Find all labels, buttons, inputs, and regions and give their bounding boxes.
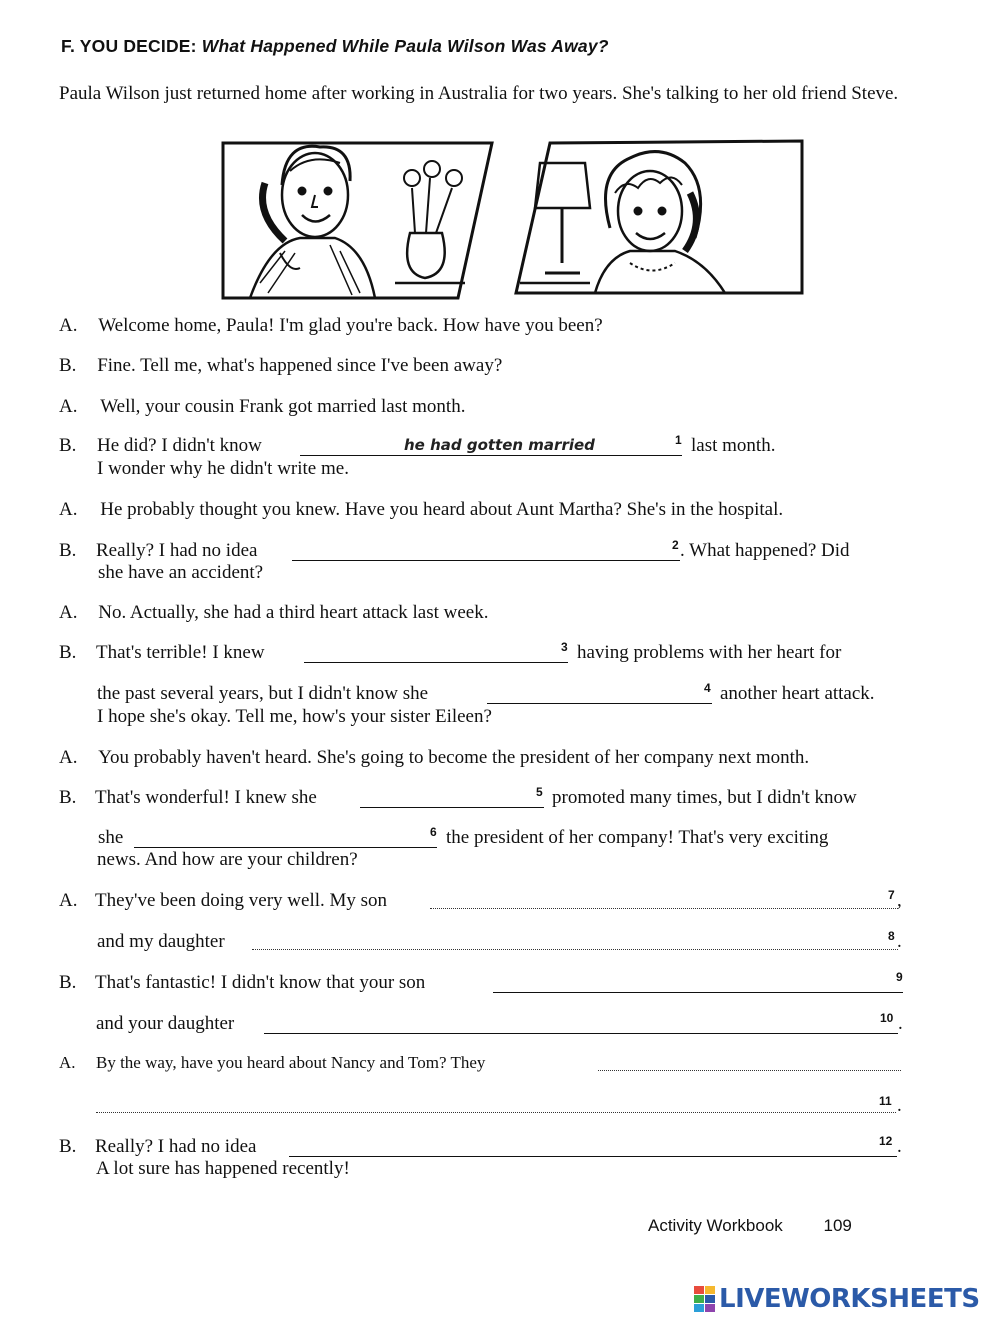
paula-panel (516, 141, 802, 293)
speaker-label: A. (59, 499, 78, 520)
line-text: No. Actually, she had a third heart attack last week. (98, 602, 489, 623)
line-text: A lot sure has happened recently! (96, 1158, 350, 1179)
speaker-label: B. (59, 435, 77, 456)
answer-blank-9[interactable] (493, 972, 903, 993)
line-text: . (897, 1095, 902, 1116)
speaker-label: A. (59, 396, 78, 417)
dialogue-line-3 (59, 395, 465, 418)
line-text: and your daughter (96, 1013, 235, 1034)
answer-blank-5[interactable] (360, 787, 544, 808)
heading-subtitle: What Happened While Paula Wilson Was Away? (201, 36, 609, 56)
speaker-label: A. (59, 602, 78, 623)
speaker-label: A. (59, 315, 78, 336)
answer-blank-6[interactable] (134, 827, 437, 848)
line-text: That's terrible! I knew (96, 642, 265, 663)
dialogue-line-9 (59, 746, 809, 769)
speaker-label: B. (59, 540, 77, 561)
steve-panel (223, 143, 492, 298)
line-text: the president of her company! That's very exciting (446, 827, 829, 848)
dialogue-line-2 (59, 354, 502, 377)
dialogue-line-5 (59, 498, 783, 521)
line-text: and my daughter (97, 931, 225, 952)
line-text: news. And how are your children? (97, 849, 358, 870)
line-text: Welcome home, Paula! I'm glad you're back. How have you been? (98, 315, 603, 336)
page-footer (648, 1216, 852, 1236)
dialogue-line-7 (59, 601, 488, 624)
answer-blank-7[interactable] (430, 888, 898, 909)
liveworksheets-logo-icon (694, 1286, 716, 1312)
speaker-label: A. (59, 890, 78, 911)
line-text: she (98, 827, 124, 848)
blank-number-7: 7 (888, 888, 895, 902)
line-text: . What happened? Did (680, 540, 850, 561)
line-text: . (897, 1136, 902, 1157)
phone-call-illustration (190, 133, 810, 313)
line-text: That's wonderful! I knew she (95, 787, 317, 808)
blank-number-2: 2 (672, 538, 679, 552)
blank-number-9: 9 (896, 970, 903, 984)
blank-number-4: 4 (704, 681, 711, 695)
line-text: I hope she's okay. Tell me, how's your sister Eileen? (97, 706, 492, 727)
line-text: the past several years, but I didn't know she (97, 683, 429, 704)
speaker-label: B. (59, 642, 77, 663)
intro-paragraph: Paula Wilson just returned home after working in Australia for two years. She's talking to her old friend Steve. (59, 83, 899, 104)
line-text: He probably thought you knew. Have you heard about Aunt Martha? She's in the hospital. (100, 499, 784, 520)
line-text: . (897, 931, 902, 952)
blank-number-6: 6 (430, 825, 437, 839)
speaker-label: A. (59, 1053, 76, 1072)
speaker-label: A. (59, 747, 78, 768)
answer-text-1: he had gotten married (404, 436, 595, 454)
line-text: Really? I had no idea (96, 540, 258, 561)
answer-blank-8[interactable] (252, 929, 898, 950)
line-text: You probably haven't heard. She's going to become the president of her company next month. (98, 747, 810, 768)
line-text: He did? I didn't know (97, 435, 262, 456)
answer-blank-3[interactable] (304, 642, 568, 663)
heading-label: F. YOU DECIDE: (61, 36, 197, 56)
exercise-heading (61, 36, 609, 57)
line-text: she have an accident? (98, 562, 264, 583)
blank-number-8: 8 (888, 929, 895, 943)
answer-blank-4[interactable] (487, 683, 712, 704)
book-title: Activity Workbook (648, 1216, 783, 1235)
answer-blank-12[interactable] (289, 1136, 897, 1157)
line-text: Really? I had no idea (95, 1136, 257, 1157)
line-text: . (898, 1013, 903, 1034)
blank-number-1: 1 (675, 433, 682, 447)
blank-number-11: 11 (879, 1094, 892, 1108)
line-text: Fine. Tell me, what's happened since I've been away? (97, 355, 503, 376)
line-text: Well, your cousin Frank got married last month. (100, 396, 466, 417)
line-text: That's fantastic! I didn't know that your son (95, 972, 426, 993)
line-text: I wonder why he didn't write me. (97, 458, 349, 479)
speaker-label: B. (59, 355, 77, 376)
line-text: another heart attack. (720, 683, 875, 704)
answer-blank-10[interactable] (264, 1013, 898, 1034)
speaker-label: B. (59, 787, 77, 808)
dialogue-line-1 (59, 314, 603, 337)
line-text: promoted many times, but I didn't know (552, 787, 857, 808)
answer-blank-2[interactable] (292, 540, 680, 561)
blank-number-5: 5 (536, 785, 543, 799)
answer-blank-11b[interactable] (96, 1092, 896, 1113)
blank-number-3: 3 (561, 640, 568, 654)
line-text: By the way, have you heard about Nancy and Tom? They (96, 1053, 486, 1072)
blank-number-12: 12 (879, 1134, 893, 1148)
liveworksheets-logo[interactable] (694, 1284, 980, 1314)
line-text: last month. (691, 435, 776, 456)
line-text: They've been doing very well. My son (95, 890, 388, 911)
brand-name: LIVEWORKSHEETS (719, 1284, 980, 1314)
line-text: , (897, 890, 902, 911)
blank-number-10: 10 (880, 1011, 894, 1025)
speaker-label: B. (59, 972, 77, 993)
answer-blank-11a[interactable] (598, 1050, 901, 1071)
page-number: 109 (823, 1216, 852, 1235)
speaker-label: B. (59, 1136, 77, 1157)
line-text: having problems with her heart for (577, 642, 842, 663)
